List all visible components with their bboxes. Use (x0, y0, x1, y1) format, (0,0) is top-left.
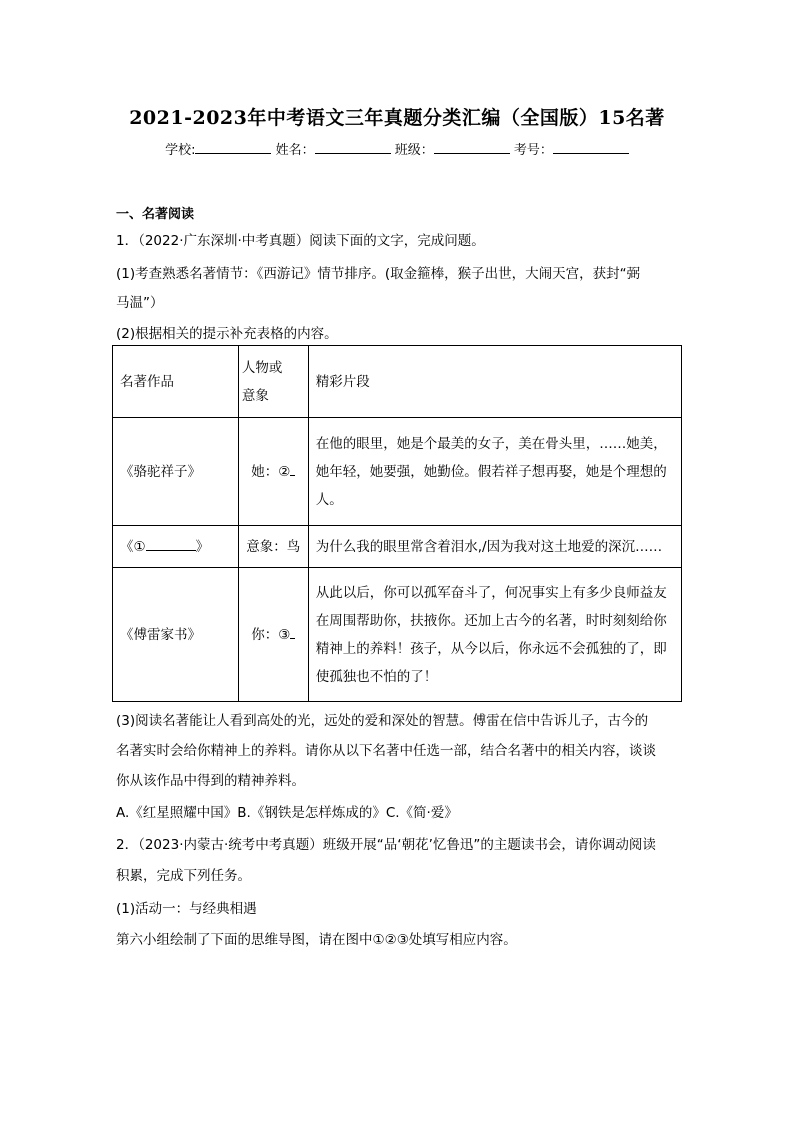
row3-passage-line2: 在周围帮助你，扶掖你。还加上古今的名著，时时刻刻给你 (315, 612, 667, 629)
row3-work: 《傅雷家书》 (113, 568, 239, 702)
table-row (113, 568, 682, 702)
q2-instruction: 第六小组绘制了下面的思维导图，请在图中①②③处填写相应内容。 (116, 932, 517, 948)
row1-passage (308, 418, 681, 526)
document-title: 2021-2023年中考语文三年真题分类汇编（全国版）15名著 (129, 107, 665, 129)
q1-options: A.《红星照耀中国》B.《钢铁是怎样炼成的》C.《简·爱》 (116, 805, 458, 821)
answer-blank-3[interactable] (290, 628, 295, 639)
row2-work-prefix: 《① (120, 538, 146, 555)
row3-figure (238, 568, 308, 702)
row2-passage (308, 526, 681, 568)
name-label: 姓名： (275, 143, 315, 158)
table-row (113, 526, 682, 568)
row2-work-suffix: 》 (195, 538, 210, 555)
school-label: 学校: (165, 143, 196, 158)
q2-stem-line2: 积累，完成下列任务。 (116, 868, 251, 884)
section-heading: 一、名著阅读 (116, 207, 195, 222)
header-figure-line2: 意象 (241, 387, 269, 404)
header-passage: 精彩片段 (308, 346, 681, 418)
table-header-row (113, 346, 682, 418)
row1-figure (238, 418, 308, 526)
student-info-line (0, 139, 794, 158)
table-row (113, 418, 682, 526)
class-blank[interactable] (434, 141, 510, 154)
row3-passage-line1: 从此以后，你可以孤军奋斗了，何况事实上有多少良师益友 (315, 584, 667, 601)
row2-work (113, 526, 239, 568)
q1-sub3-line3: 你从该作品中得到的精神养料。 (116, 773, 305, 789)
exam-no-blank[interactable] (553, 141, 629, 154)
q1-sub2: (2)根据相关的提示补充表格的内容。 (116, 326, 338, 342)
row3-passage-line3: 精神上的养料！孩子，从今以后，你永远不会孤独的了，即 (315, 640, 667, 657)
row1-passage-line3: 人。 (315, 491, 343, 508)
header-figure-line1: 人物或 (241, 359, 283, 376)
name-blank[interactable] (315, 141, 391, 154)
row3-figure-text: 你：③ (251, 626, 291, 643)
q1-sub1-line1: (1)考查熟悉名著情节：《西游记》情节排序。(取金箍棒，猴子出世，大闹天宫，获封“弼 (116, 266, 641, 282)
q1-sub3-line2: 名著实时会给你精神上的养料。请你从以下名著中任选一部，结合名著中的相关内容，谈谈 (116, 743, 656, 759)
row2-figure: 意象：鸟 (238, 526, 308, 568)
class-label: 班级： (394, 143, 434, 158)
header-work: 名著作品 (113, 346, 239, 418)
answer-blank-2[interactable] (290, 465, 295, 476)
q1-stem: 1．（2022·广东深圳·中考真题）阅读下面的文字，完成问题。 (116, 233, 485, 249)
answer-blank-1[interactable] (146, 540, 196, 551)
q2-stem-line1: 2．（2023·内蒙古·统考中考真题）班级开展“品‘朝花’忆鲁迅”的主题读书会，请你调动阅读 (116, 837, 656, 853)
q2-activity1: (1)活动一：与经典相遇 (116, 901, 257, 917)
exam-no-label: 考号： (513, 143, 553, 158)
school-blank[interactable] (195, 141, 271, 154)
header-figure (238, 346, 308, 418)
row3-passage-line4: 使孤独也不怕的了！ (315, 668, 438, 685)
row1-figure-text: 她：② (251, 463, 291, 480)
row3-passage (308, 568, 681, 702)
q1-sub3-line1: (3)阅读名著能让人看到高处的光，远处的爱和深处的智慧。傅雷在信中告诉儿子，古今的 (116, 713, 649, 729)
row1-passage-line2: 她年轻，她要强，她勤俭。假若祥子想再娶，她是个理想的 (315, 463, 667, 480)
row1-work: 《骆驼祥子》 (113, 418, 239, 526)
q1-table (112, 345, 682, 702)
row1-passage-line1: 在他的眼里，她是个最美的女子，美在骨头里，……她美， (315, 435, 667, 452)
row2-passage-line1: 为什么我的眼里常含着泪水,/因为我对这土地爱的深沉…… (315, 538, 663, 555)
q1-sub1-line2: 马温”） (116, 295, 164, 311)
